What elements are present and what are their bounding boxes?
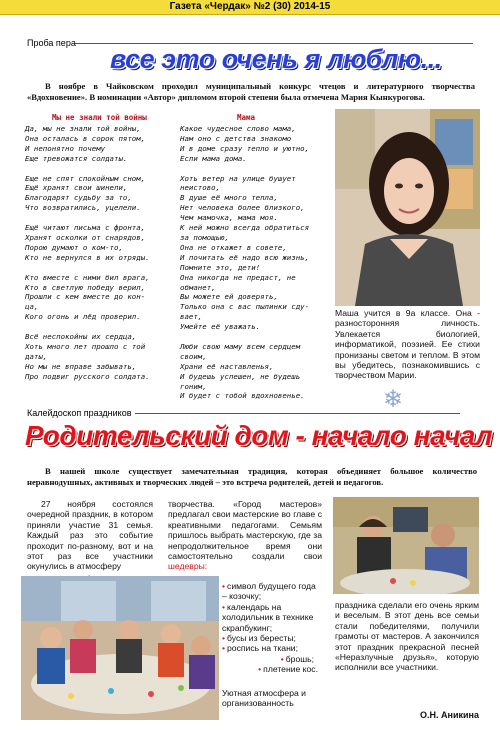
portrait-image xyxy=(335,109,480,306)
poem1-text: Да, мы не знали той войны, Она осталась в сорок пятом, И непонятно почему Еще тревожатся солдаты. Еще не спят спокойным сном, Ещё хранят свои шинели, Благодарят судьбу за то, Что возвратились, уцелели. Ещё читают письма с фронта, Хранят осколки от снарядов, Порою думают о ком-то, Кто не вернулся в их отряды. Кто вместе с ними бил врага, Кто в светлую победу верил, Прошли с кем вместе до кон- ца, Кого огонь и лёд проверил. Всё неспокойны их сердца, Хоть много лет прошло с той даты, Но мы не вправе забывать, Про подвиг русского солдата. xyxy=(25,124,150,381)
article-column-2 xyxy=(168,499,322,572)
section-rule-2 xyxy=(135,413,460,414)
snowflake-icon: ❄ xyxy=(383,387,404,413)
list-item: • символ будущего года – козочку; xyxy=(222,581,316,602)
newspaper-header-title: Газета «Чердак» №2 (30) 2014-15 xyxy=(169,1,331,12)
list-item: • бусы из бересты; xyxy=(222,633,296,644)
column2-highlight: шедевры: xyxy=(168,561,208,572)
section1-title: все это очень я люблю... xyxy=(110,44,442,74)
poem2-title: Мама xyxy=(237,113,256,122)
list-item: • роспись на ткани; xyxy=(222,643,298,654)
list-item: • брошь; xyxy=(280,653,314,664)
bullet-icon: • xyxy=(222,601,226,612)
poem2-text: Какое чудесное слово мама, Нам оно с детства знакомо И в доме сразу тепло и уютно, Если мама дома. Хоть ветер на улице бушует неистово, В душе её много тепла, Нет человека более близкого, Чем мамочка, мама моя. К ней можно всегда обратиться за помощью, Она не откажет в совете, И почитать её надо всю жизнь, Помните это, дети! Она никогда не предаст, не обманет, Вы можете ей доверять, Только она с вас пылинки сду- вает, Умейте её уважать. Люби свою маму всем сердцем своим, Храни её наставленья, И будешь успешен, не будешь гоним, И будет с тобой вдохновенье. xyxy=(180,124,310,401)
list-item: • плетение кос. xyxy=(258,664,318,675)
workshop-list xyxy=(222,581,322,675)
section-label-kaleidoscope: Калейдоскоп праздников xyxy=(27,408,132,418)
bullet-icon: • xyxy=(280,653,284,664)
bullet-icon: • xyxy=(222,633,226,644)
column2-end: Уютная атмосфера и организованность xyxy=(222,688,306,709)
workshop-image xyxy=(333,497,479,594)
group-photo xyxy=(21,576,219,720)
poem1-title: Мы не знали той войны xyxy=(52,113,147,122)
bullet-icon: • xyxy=(258,664,262,675)
portrait-caption: Маша учится в 9а классе. Она - разносторонняя личность. Увлекается биологией, информатикой, поэзией. Ее стихи пронизаны светом и теплом. В этом вы убедитесь, познакомившись с творчеством Марии. xyxy=(335,308,480,381)
list-item: • календарь на холодильник в технике скрапбукинг; xyxy=(222,601,314,633)
column2-intro: творчества. «Город мастеров» предлагал свои мастерские во главе с креативными педагогами. Семьям пришлось выбрать мастерскую, где за непродолжительное время они самостоятельно создали свои xyxy=(168,499,322,562)
section-label-proba-pera: Проба пера xyxy=(27,38,76,48)
bullet-icon: • xyxy=(222,581,226,591)
section1-intro: В ноябре в Чайковском проходил муниципальный конкурс чтецов и литературного творчества «Вдохновение». В номинации «Автор» дипломом второй степени была отмечена Мария Кынкурогова. xyxy=(27,81,475,102)
workshop-photo xyxy=(333,497,479,594)
article-column-1: 27 ноября состоялся очередной праздник, в котором приняли участие 31 семья. Каждый раз это событие проходит по-разному, вот и на этот раз все участники окунулись в атмосферу xyxy=(27,499,153,572)
section2-intro: В нашей школе существует замечательная традиция, которая объединяет большое количество неравнодушных, активных и творческих людей – это встреча родителей, детей и педагогов. xyxy=(27,466,477,487)
portrait-photo xyxy=(335,109,480,306)
bullet-icon: • xyxy=(222,643,226,654)
article-column-3: праздника сделали его очень ярким и веселым. В этот день все семьи стали победителями, получили грамоты от мастеров. А закончился этот праздник прекрасной песней «Неразлучные друзья», которую исполнили все участники. xyxy=(335,600,479,673)
author-signature: О.Н. Аникина xyxy=(420,710,479,720)
section2-title: Родительский дом - начало начал xyxy=(25,420,493,451)
group-image xyxy=(21,576,219,720)
